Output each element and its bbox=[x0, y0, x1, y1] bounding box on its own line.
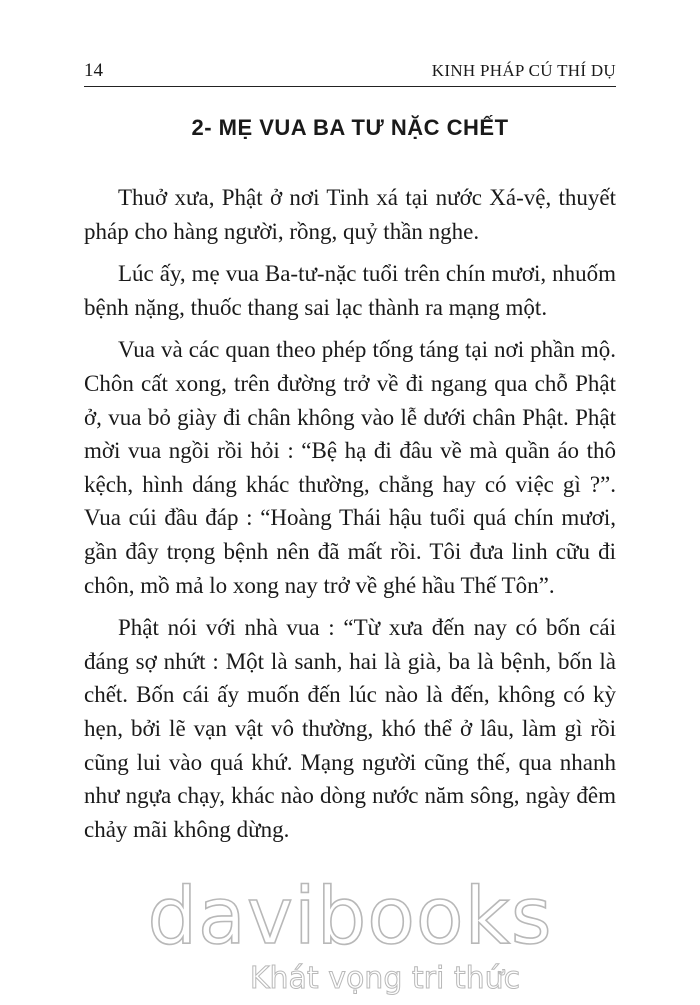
publisher-watermark bbox=[0, 872, 700, 997]
paragraph-1: Thuở xưa, Phật ở nơi Tinh xá tại nước Xá-vệ, thuyết pháp cho hàng người, rồng, quỷ thần nghe. bbox=[84, 185, 616, 244]
running-title: KINH PHÁP CÚ THÍ DỤ bbox=[431, 61, 616, 80]
paragraph-3: Vua và các quan theo phép tống táng tại nơi phần mộ. Chôn cất xong, trên đường trở về đi ngang qua chỗ Phật ở, vua bỏ giày đi chân không vào lễ dưới chân Phật. Phật mời vua ngồi rồi hỏi : “Bệ hạ đi đâu về mà quần áo thô kệch, hình dáng khác thường, chẳng hay có việc gì ?”. Vua cúi đầu đáp : “Hoàng Thái hậu tuổi quá chín mươi, gần đây trọng bệnh nên đã mất rồi. Tôi đưa linh cữu đi chôn, mồ mả lo xong nay trở về ghé hầu Thế Tôn”. bbox=[84, 337, 616, 598]
paragraph-4: Phật nói với nhà vua : “Từ xưa đến nay có bốn cái đáng sợ nhứt : Một là sanh, hai là già, ba là bệnh, bốn là chết. Bốn cái ấy muốn đến lúc nào là đến, không có kỳ hẹn, bởi lẽ vạn vật vô thường, khó thể ở lâu, làm gì rồi cũng lui vào quá khứ. Mạng người cũng thế, qua nhanh như ngựa chạy, khác nào dòng nước năm sông, ngày đêm chảy mãi không dừng. bbox=[84, 615, 616, 842]
watermark-tagline: Khát vọng tri thức bbox=[249, 961, 521, 996]
page-header bbox=[84, 58, 616, 87]
page-number: 14 bbox=[84, 60, 103, 81]
chapter-title: 2- MẸ VUA BA TƯ NẶC CHẾT bbox=[191, 115, 509, 140]
body-text bbox=[84, 181, 616, 855]
paragraph-2: Lúc ấy, mẹ vua Ba-tư-nặc tuổi trên chín mươi, nhuốm bệnh nặng, thuốc thang sai lạc thành ra mạng một. bbox=[84, 261, 616, 320]
watermark-logo: davibooks bbox=[147, 872, 553, 962]
